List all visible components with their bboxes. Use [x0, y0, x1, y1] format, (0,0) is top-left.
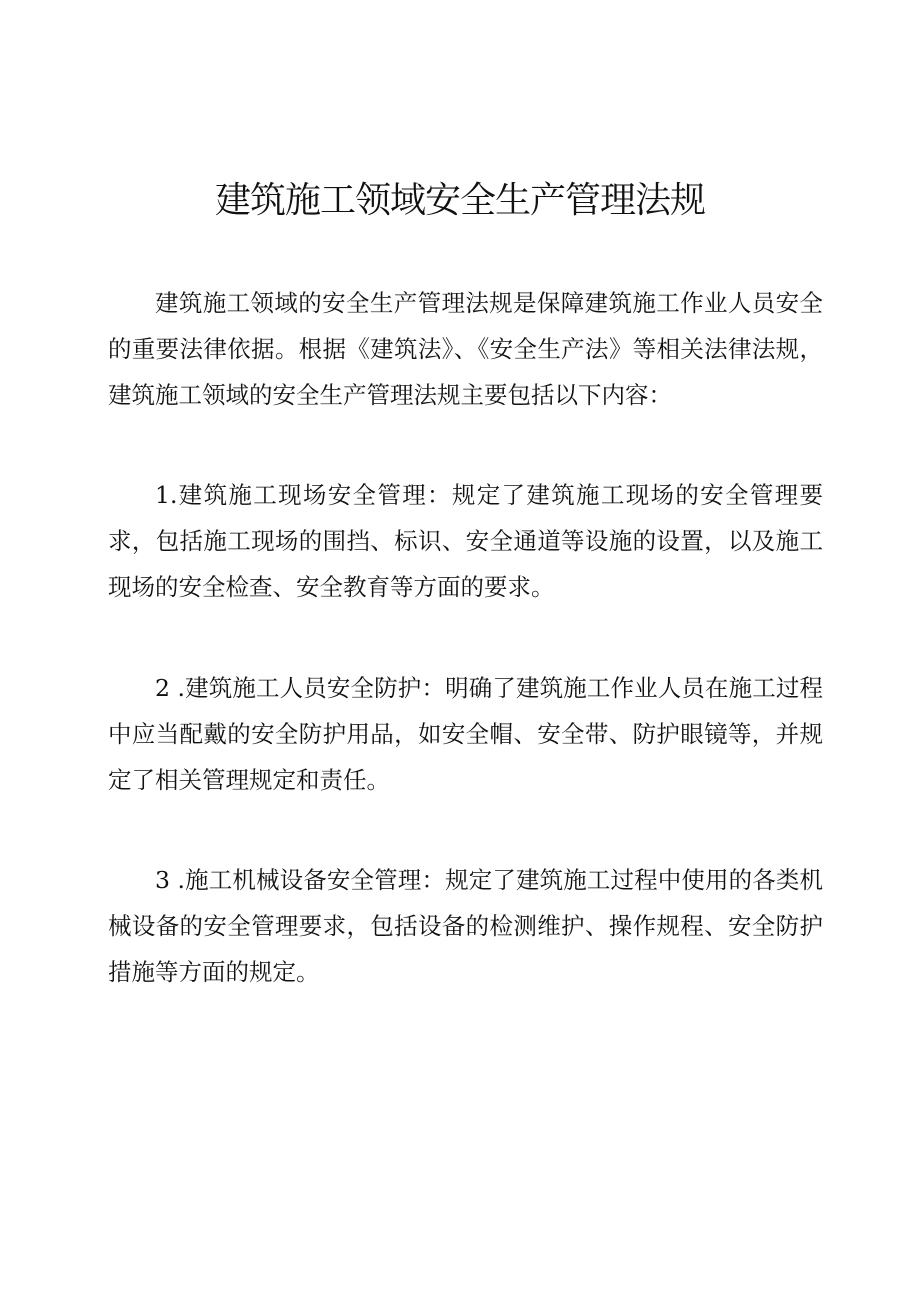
regulation-item-1: 1.建筑施工现场安全管理：规定了建筑施工现场的安全管理要求，包括施工现场的围挡、标识、安全通道等设施的设置，以及施工现场的安全检查、安全教育等方面的要求。	[108, 481, 823, 601]
intro-paragraph: 建筑施工领域的安全生产管理法规是保障建筑施工作业人员安全的重要法律依据。根据《建筑法》、《安全生产法》等相关法律法规，建筑施工领域的安全生产管理法规主要包括以下内容：	[108, 289, 823, 409]
document-title: 建筑施工领域安全生产管理法规	[214, 180, 705, 221]
regulation-item-2: 2 .建筑施工人员安全防护：明确了建筑施工作业人员在施工过程中应当配戴的安全防护用品，如安全帽、安全带、防护眼镜等，并规定了相关管理规定和责任。	[108, 674, 823, 794]
regulation-item-3: 3 .施工机械设备安全管理：规定了建筑施工过程中使用的各类机械设备的安全管理要求，包括设备的检测维护、操作规程、安全防护措施等方面的规定。	[108, 866, 823, 986]
